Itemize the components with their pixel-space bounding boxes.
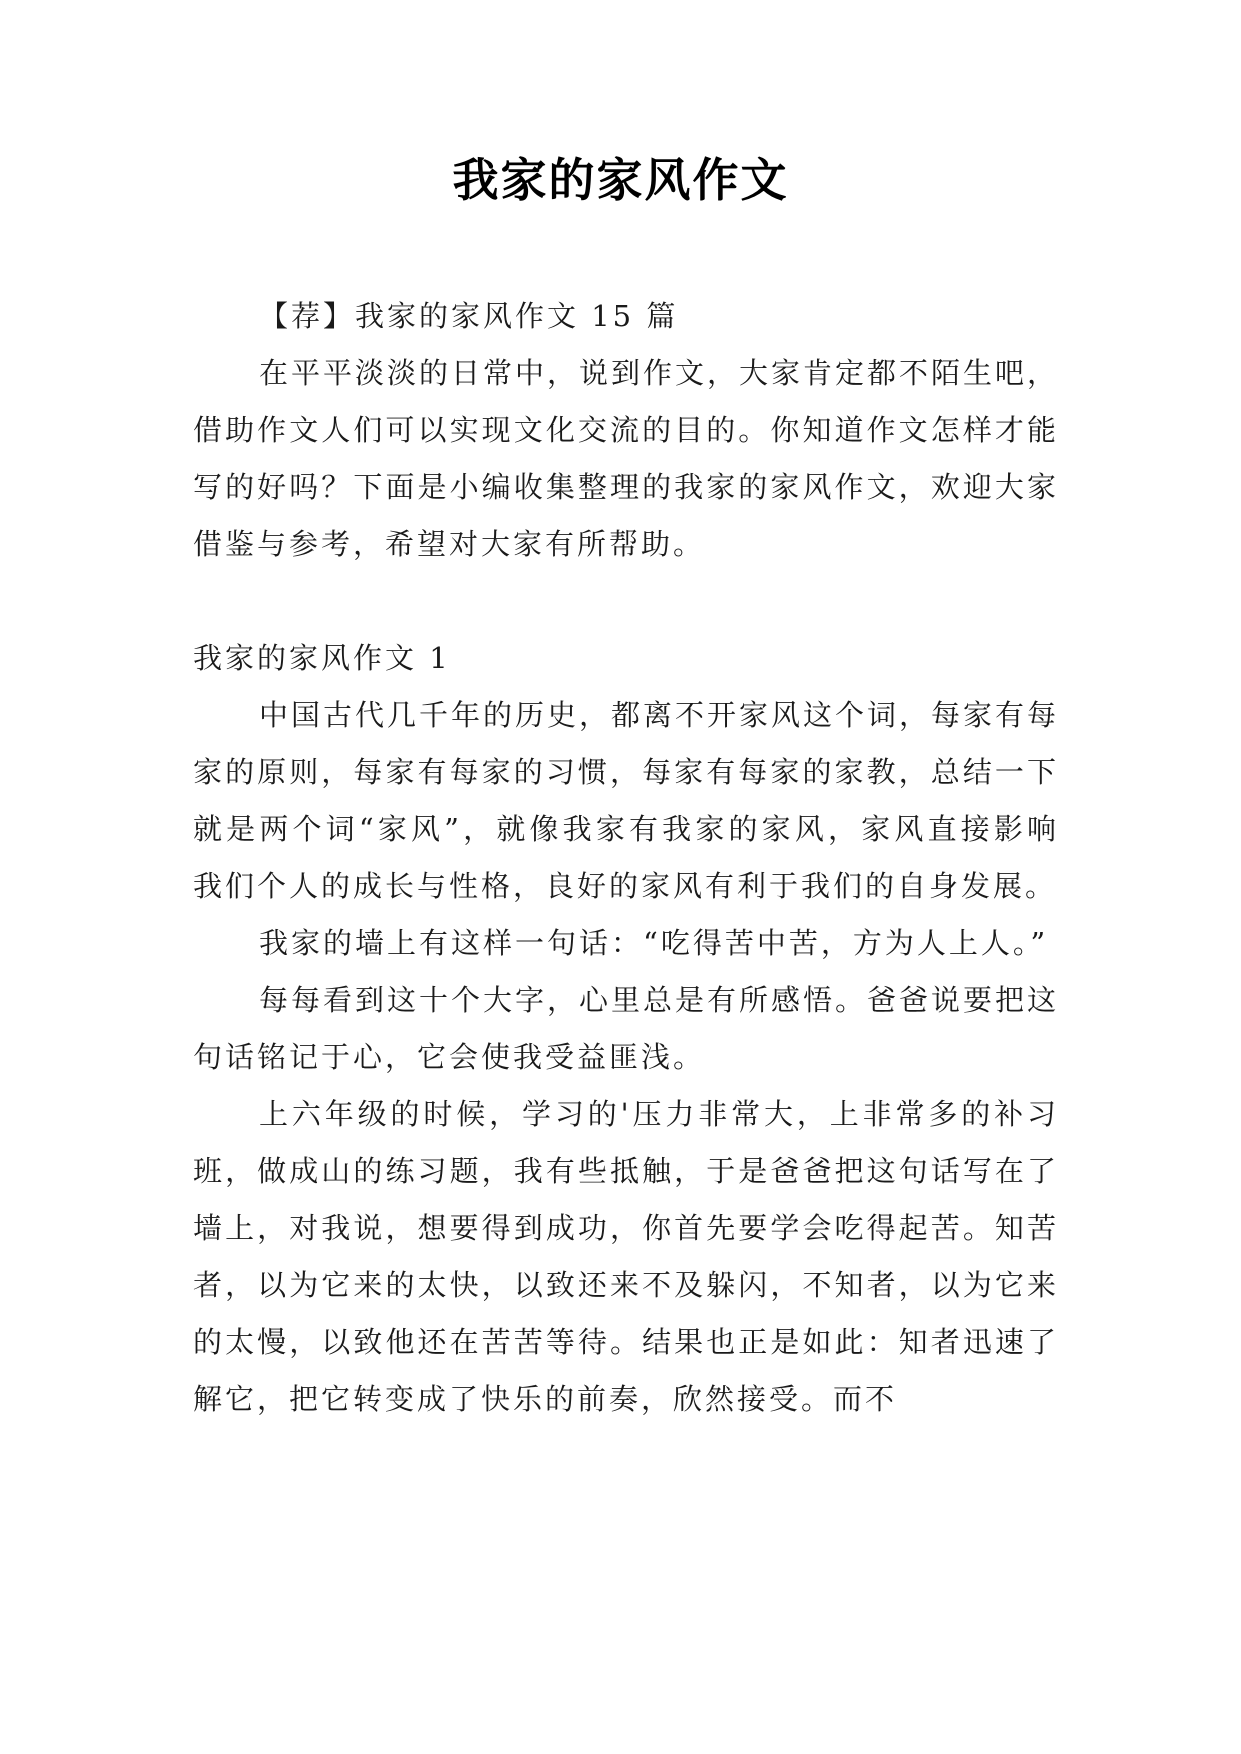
section-heading: 我家的家风作文 1 — [193, 641, 451, 675]
blank-line — [193, 573, 1059, 630]
body-paragraph: 每每看到这十个大字，心里总是有所感悟。爸爸说要把这句话铭记于心，它会使我受益匪浅。 — [193, 983, 1060, 1074]
body-paragraph: 上六年级的时候，学习的'压力非常大，上非常多的补习班，做成山的练习题，我有些抵触，于是爸爸把这句话写在了墙上，对我说，想要得到成功，你首先要学会吃得起苦。知苦者，以为它来的太快，以致还来不及躲闪，不知者，以为它来的太慢，以致他还在苦苦等待。结果也正是如此：知者迅速了解它，把它转变成了快乐的前奏，欣然接受。而不 — [193, 1097, 1059, 1416]
intro-paragraph: 在平平淡淡的日常中，说到作文，大家肯定都不陌生吧，借助作文人们可以实现文化交流的目的。你知道作文怎样才能写的好吗？下面是小编收集整理的我家的家风作文，欢迎大家借鉴与参考，希望对大家有所帮助。 — [193, 356, 1060, 561]
document-body — [193, 288, 1059, 1428]
body-paragraph: 我家的墙上有这样一句话：“吃得苦中苦，方为人上人。” — [259, 926, 1049, 960]
recommend-line: 【荐】我家的家风作文 15 篇 — [259, 299, 679, 333]
body-paragraph: 中国古代几千年的历史，都离不开家风这个词，每家有每家的原则，每家有每家的习惯，每家有每家的家教，总结一下就是两个词“家风”，就像我家有我家的家风，家风直接影响我们个人的成长与性格，良好的家风有利于我们的自身发展。 — [193, 698, 1060, 903]
document-title: 我家的家风作文 — [452, 153, 789, 207]
